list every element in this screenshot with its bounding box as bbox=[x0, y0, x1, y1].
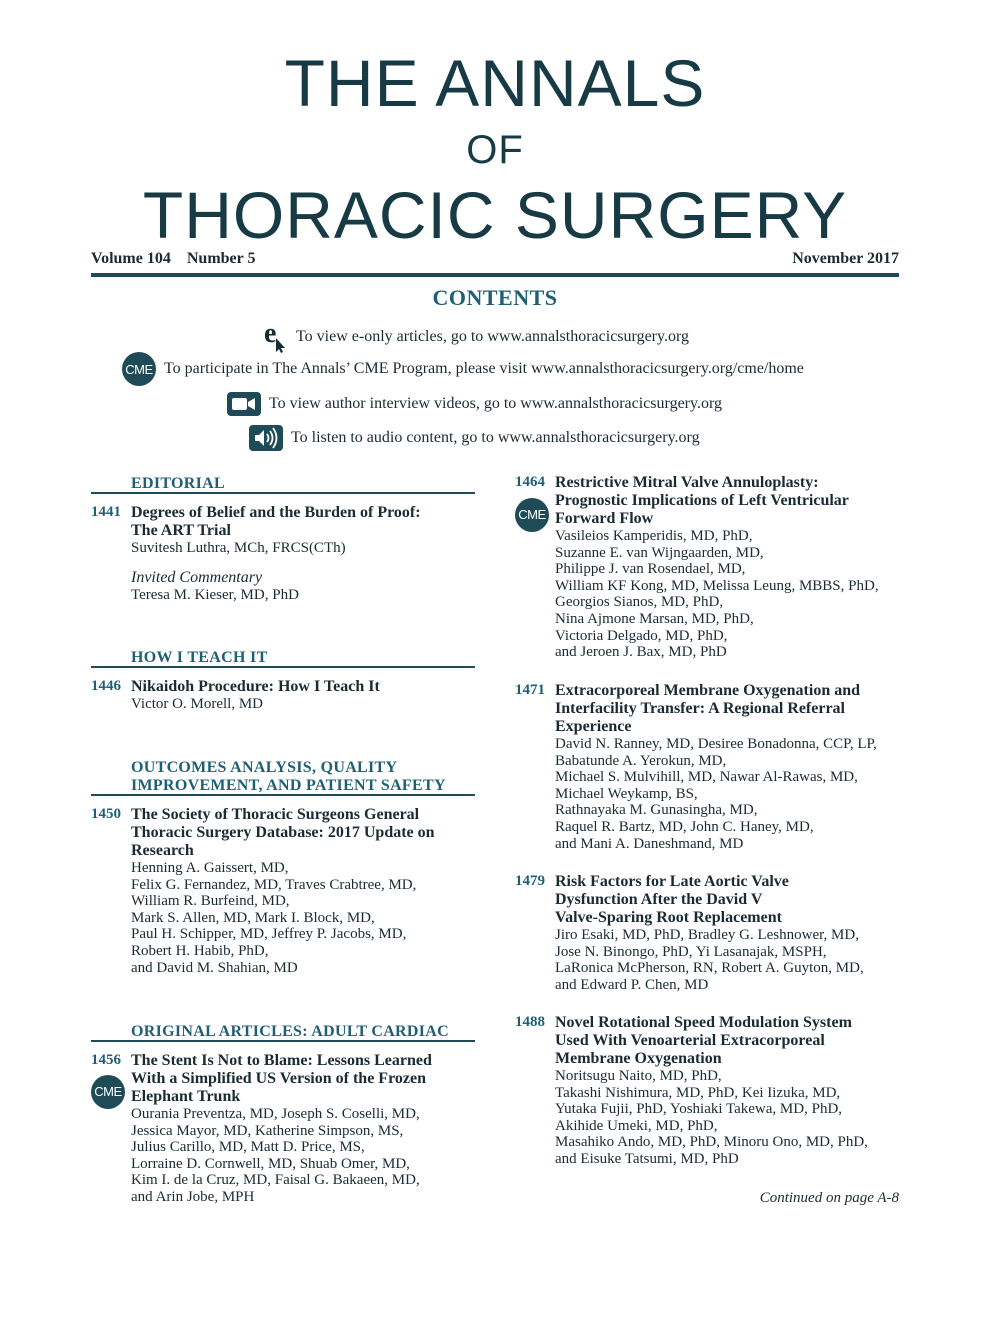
title-line: Experience bbox=[555, 718, 632, 735]
article-title[interactable] bbox=[555, 474, 905, 528]
cme-icon bbox=[122, 352, 156, 386]
volume: Volume 104 bbox=[91, 250, 171, 267]
author-line: Victor O. Morell, MD bbox=[131, 696, 263, 712]
author-line: LaRonica McPherson, RN, Robert A. Guyton, MD, bbox=[555, 960, 864, 977]
title-line: Nikaidoh Procedure: How I Teach It bbox=[131, 678, 380, 695]
section-heading-line: IMPROVEMENT, AND PATIENT SAFETY bbox=[131, 777, 446, 794]
title-line: The Stent Is Not to Blame: Lessons Learned bbox=[131, 1052, 432, 1069]
cme-icon bbox=[515, 498, 549, 532]
section-rule bbox=[91, 492, 475, 494]
author-line: Victoria Delgado, MD, PhD, bbox=[555, 627, 728, 644]
article-1450[interactable] bbox=[91, 806, 481, 976]
title-line: Research bbox=[131, 842, 194, 859]
author-line: and Edward P. Chen, MD bbox=[555, 976, 709, 993]
cme-icon-label: CME bbox=[122, 352, 156, 386]
author-line: Philippe J. van Rosendael, MD, bbox=[555, 561, 746, 578]
info-cme-text[interactable]: To participate in The Annals’ CME Program, please visit www.annalsthoracicsurgery.org/cme/home bbox=[164, 360, 804, 377]
title-line: Interfacility Transfer: A Regional Referral bbox=[555, 700, 845, 717]
page-number: 1446 bbox=[91, 678, 121, 694]
author-line: Paul H. Schipper, MD, Jeffrey P. Jacobs, MD, bbox=[131, 926, 407, 943]
section-how-i-teach: HOW I TEACH IT bbox=[131, 649, 268, 666]
page-number: 1450 bbox=[91, 806, 121, 822]
section-original-cardiac: ORIGINAL ARTICLES: ADULT CARDIAC bbox=[131, 1023, 450, 1040]
author-line: and Jeroen J. Bax, MD, PhD bbox=[555, 644, 727, 661]
author-line: Suvitesh Luthra, MCh, FRCS(CTh) bbox=[131, 540, 346, 556]
title-line: Degrees of Belief and the Burden of Proof: bbox=[131, 504, 421, 521]
article-title[interactable] bbox=[131, 678, 481, 696]
author-line: Mark S. Allen, MD, Mark I. Block, MD, bbox=[131, 909, 375, 926]
article-title[interactable] bbox=[131, 1052, 481, 1106]
author-line: Jiro Esaki, MD, PhD, Bradley G. Leshnower, MD, bbox=[555, 927, 859, 943]
author-line: Lorraine D. Cornwell, MD, Shuab Omer, MD, bbox=[131, 1155, 410, 1172]
title-line: Prognostic Implications of Left Ventricular bbox=[555, 492, 849, 509]
title-line: Restrictive Mitral Valve Annuloplasty: bbox=[555, 474, 819, 491]
title-line: Membrane Oxygenation bbox=[555, 1050, 722, 1067]
author-line: Julius Carillo, MD, Matt D. Price, MS, bbox=[131, 1139, 365, 1156]
author-line: Michael S. Mulvihill, MD, Nawar Al-Rawas, MD, bbox=[555, 769, 858, 786]
title-line: Valve-Sparing Root Replacement bbox=[555, 909, 782, 926]
page-number: 1456 bbox=[91, 1052, 121, 1068]
section-rule bbox=[91, 666, 475, 668]
author-line: Nina Ajmone Marsan, MD, PhD, bbox=[555, 610, 754, 627]
section-rule bbox=[91, 1040, 475, 1042]
article-1464[interactable] bbox=[515, 474, 905, 661]
article-title[interactable] bbox=[131, 504, 481, 540]
contents-heading: CONTENTS bbox=[432, 285, 558, 310]
svg-text:e: e bbox=[264, 320, 277, 349]
info-audio bbox=[249, 425, 700, 451]
title-line: Thoracic Surgery Database: 2017 Update on bbox=[131, 824, 435, 841]
title-line: Forward Flow bbox=[555, 510, 654, 527]
invited-commentary-label: Invited Commentary bbox=[131, 568, 263, 586]
article-1479[interactable] bbox=[515, 873, 905, 993]
e-only-icon bbox=[262, 320, 288, 354]
article-title[interactable] bbox=[555, 682, 905, 736]
info-e-only bbox=[262, 320, 689, 354]
section-heading-line: OUTCOMES ANALYSIS, QUALITY bbox=[131, 759, 398, 776]
cme-icon-label: CME bbox=[91, 1075, 125, 1109]
author-line: Suzanne E. van Wijngaarden, MD, bbox=[555, 544, 764, 561]
author-line: Yutaka Fujii, PhD, Yoshiaki Takewa, MD, PhD, bbox=[555, 1101, 843, 1118]
title-line: Risk Factors for Late Aortic Valve bbox=[555, 873, 789, 890]
title-line: Elephant Trunk bbox=[131, 1088, 241, 1105]
article-1488[interactable] bbox=[515, 1014, 905, 1168]
issue-line bbox=[91, 250, 899, 268]
article-title[interactable] bbox=[555, 1014, 905, 1068]
issue-date: November 2017 bbox=[792, 250, 899, 267]
author-line: Kim I. de la Cruz, MD, Faisal G. Bakaeen, MD, bbox=[131, 1172, 420, 1189]
author-line: Masahiko Ando, MD, PhD, Minoru Ono, MD, PhD, bbox=[555, 1134, 868, 1151]
journal-title-line3: THORACIC SURGERY bbox=[142, 178, 848, 252]
author-line: William R. Burfeind, MD, bbox=[131, 893, 290, 910]
author-line: Robert H. Habib, PhD, bbox=[131, 942, 269, 959]
author-line: Takashi Nishimura, MD, PhD, Kei Iizuka, MD, bbox=[555, 1084, 841, 1101]
title-line: The ART Trial bbox=[131, 522, 231, 539]
page-number: 1471 bbox=[515, 682, 545, 698]
masthead-rule bbox=[91, 273, 899, 277]
author-line: Noritsugu Naito, MD, PhD, bbox=[555, 1068, 722, 1084]
title-line: Dysfunction After the David V bbox=[555, 891, 763, 908]
article-title[interactable] bbox=[131, 806, 481, 860]
info-video bbox=[227, 392, 722, 416]
info-e-only-text[interactable]: To view e-only articles, go to www.annalsthoracicsurgery.org bbox=[296, 328, 689, 345]
title-line: With a Simplified US Version of the Frozen bbox=[131, 1070, 426, 1087]
author-line: William KF Kong, MD, Melissa Leung, MBBS, PhD, bbox=[555, 577, 879, 594]
journal-title-line1: THE ANNALS bbox=[284, 46, 706, 120]
author-line: Vasileios Kamperidis, MD, PhD, bbox=[555, 528, 753, 544]
author-line: Michael Weykamp, BS, bbox=[555, 785, 698, 802]
article-title[interactable] bbox=[555, 873, 905, 927]
title-line: Used With Venoarterial Extracorporeal bbox=[555, 1032, 825, 1049]
journal-title-line2: OF bbox=[466, 128, 524, 172]
author-line: Babatunde A. Yerokun, MD, bbox=[555, 752, 727, 769]
section-outcomes bbox=[131, 759, 446, 795]
info-video-text[interactable]: To view author interview videos, go to www.annalsthoracicsurgery.org bbox=[269, 395, 722, 412]
cme-icon-label: CME bbox=[515, 498, 549, 532]
author-line: and Eisuke Tatsumi, MD, PhD bbox=[555, 1150, 739, 1167]
section-editorial: EDITORIAL bbox=[131, 475, 225, 492]
author-line: Ourania Preventza, MD, Joseph S. Coselli, MD, bbox=[131, 1106, 420, 1122]
title-line: The Society of Thoracic Surgeons General bbox=[131, 806, 420, 823]
author-line: Henning A. Gaissert, MD, bbox=[131, 860, 289, 876]
author-line: Teresa M. Kieser, MD, PhD bbox=[131, 586, 299, 603]
page-number: 1488 bbox=[515, 1014, 545, 1030]
author-line: and David M. Shahian, MD bbox=[131, 959, 298, 976]
info-cme bbox=[122, 352, 804, 386]
article-1446[interactable] bbox=[91, 678, 481, 713]
article-1456[interactable] bbox=[91, 1052, 481, 1206]
author-line: David N. Ranney, MD, Desiree Bonadonna, CCP, LP, bbox=[555, 736, 877, 752]
author-line: Felix G. Fernandez, MD, Traves Crabtree, MD, bbox=[131, 876, 417, 893]
page-number: 1441 bbox=[91, 504, 121, 520]
author-line: and Mani A. Daneshmand, MD bbox=[555, 835, 744, 852]
continued-note: Continued on page A-8 bbox=[759, 1190, 899, 1206]
author-line: Jessica Mayor, MD, Katherine Simpson, MS, bbox=[131, 1122, 404, 1139]
author-line: Raquel R. Bartz, MD, John C. Haney, MD, bbox=[555, 818, 814, 835]
article-1441[interactable] bbox=[91, 504, 481, 603]
speaker-icon bbox=[249, 425, 283, 451]
page-number: 1479 bbox=[515, 873, 545, 889]
article-1471[interactable] bbox=[515, 682, 905, 852]
author-line: Jose N. Binongo, PhD, Yi Lasanajak, MSPH, bbox=[555, 943, 827, 960]
author-line: Rathnayaka M. Gunasingha, MD, bbox=[555, 802, 758, 819]
page-number: 1464 bbox=[515, 474, 545, 490]
title-line: Novel Rotational Speed Modulation System bbox=[555, 1014, 852, 1031]
info-audio-text[interactable]: To listen to audio content, go to www.annalsthoracicsurgery.org bbox=[291, 429, 700, 446]
author-line: and Arin Jobe, MPH bbox=[131, 1188, 255, 1205]
video-camera-icon bbox=[227, 392, 261, 416]
title-line: Extracorporeal Membrane Oxygenation and bbox=[555, 682, 861, 699]
cme-icon bbox=[91, 1075, 125, 1109]
author-line: Georgios Sianos, MD, PhD, bbox=[555, 594, 724, 611]
author-line: Akihide Umeki, MD, PhD, bbox=[555, 1117, 718, 1134]
issue-number: Number 5 bbox=[186, 250, 256, 267]
section-rule bbox=[91, 794, 475, 796]
